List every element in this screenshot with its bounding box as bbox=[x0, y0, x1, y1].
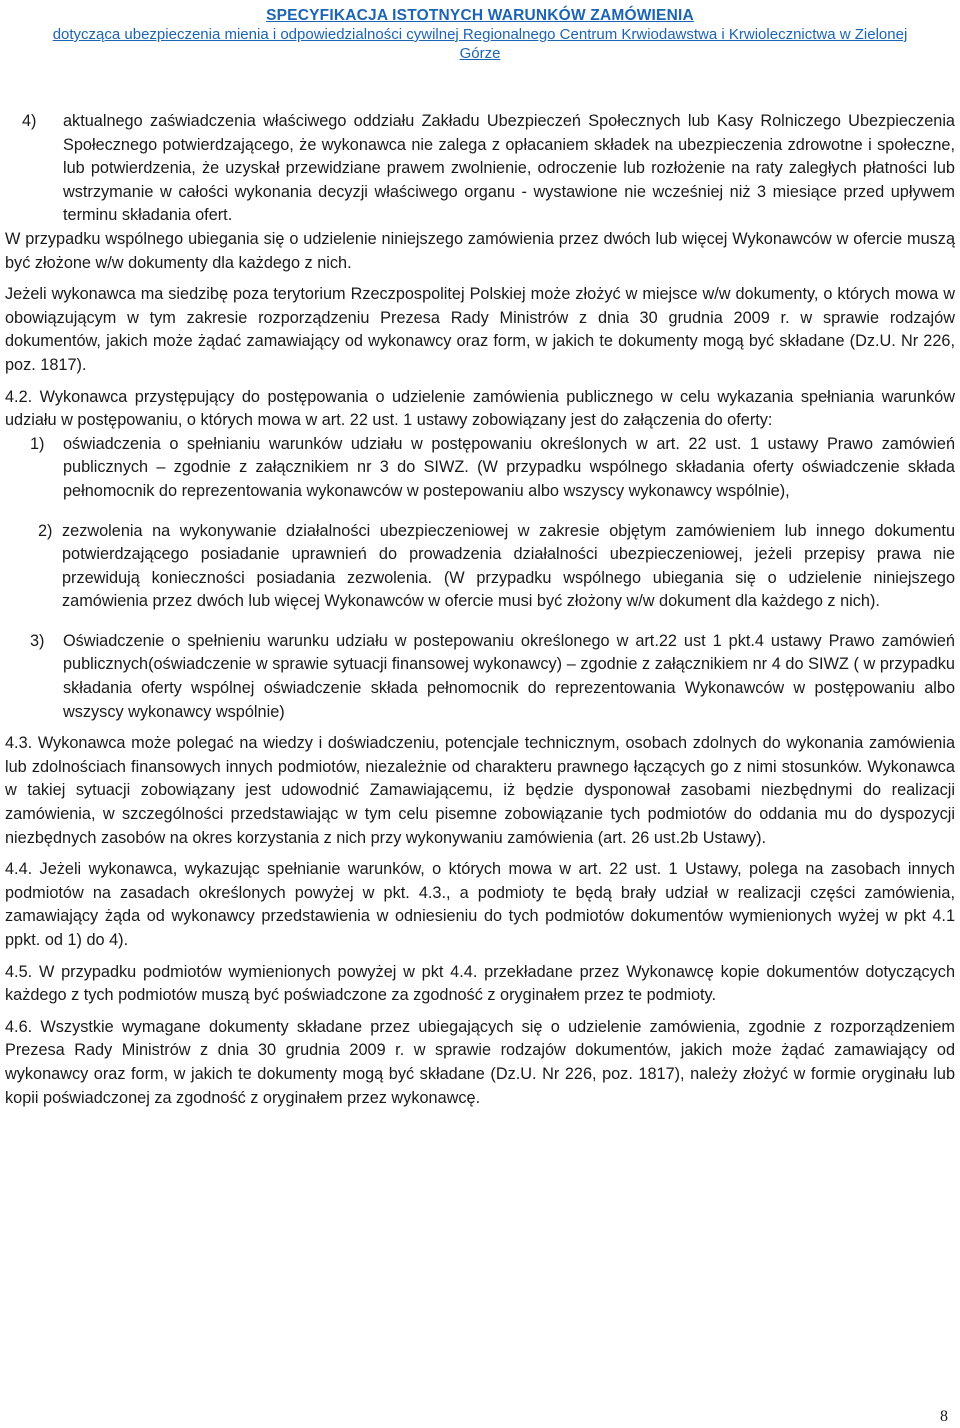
section-4-6: 4.6. Wszystkie wymagane dokumenty składane przez ubiegających się o udzielenie zamówienia, zgodnie z rozporządzeniem Prezesa Rady Ministrów z dnia 30 grudnia 2009 r. w sprawie rodzajów dokumentów, jakich może żądać zamawiający od wykonawcy oraz form, w jakich te dokumenty mogą być składane (Dz.U. Nr 226, poz. 1817), należy złożyć w formie oryginału lub kopii poświadczonej za zgodność z oryginałem przez wykonawcę. bbox=[5, 1017, 955, 1107]
list-item-3 bbox=[5, 630, 955, 724]
list-item-text: oświadczenia o spełnianiu warunków udziału w postępowaniu określonych w art. 22 ust. 1 ustawy Prawo zamówień publicznych – zgodnie z załącznikiem nr 3 do SIWZ. (W przypadku wspólnego składania oferty oświadczenie składa pełnomocnik do reprezentowania wykonawców w postepowaniu albo wszyscy wykonawcy wspólnie), bbox=[63, 434, 955, 500]
section-4-4: 4.4. Jeżeli wykonawca, wykazując spełnianie warunków, o których mowa w art. 22 ust. 1 Ustawy, polega na zasobach innych podmiotów na zasadach określonych powyżej w pkt. 4.3., a podmioty te będą brały udział w realizacji części zamówienia, zamawiający żąda od wykonawcy przedstawienia w odniesieniu do tych podmiotów dokumentów wymienionych wyżej w pkt 4.1 ppkt. od 1) do 4). bbox=[5, 860, 955, 949]
section-4-3: 4.3. Wykonawca może polegać na wiedzy i doświadczeniu, potencjale technicznym, osobach zdolnych do wykonania zamówienia lub zdolnościach finansowych innych podmiotów, niezależnie od charakteru prawnego łączących go z nimi stosunków. Wykonawca w takiej sytuacji zobowiązany jest udowodnić Zamawiającemu, iż będzie dysponował zasobami niezbędnymi do realizacji zamówienia, w szczególności przedstawiając w tym celu pisemne zobowiązanie tych podmiotów do oddania mu do dyspozycji niezbędnych zasobów na okres korzystania z nich przy wykonywaniu zamówienia (art. 26 ust.2b Ustawy). bbox=[5, 734, 955, 847]
page-number: 8 bbox=[940, 1408, 948, 1425]
joint-bidding-note: W przypadku wspólnego ubiegania się o udzielenie niniejszego zamówienia przez dwóch lub więcej Wykonawców w ofercie muszą być złożone w/w dokumenty dla każdego z nich. bbox=[5, 229, 955, 272]
list-item-text: zezwolenia na wykonywanie działalności ubezpieczeniowej w zakresie objętym zamówieniem lub innego dokumentu potwierdzającego posiadanie uprawnień do prowadzenia działalności ubezpieczeniowej, jeżeli przepisy prawa nie przewidują konieczności posiadania zezwolenia. (W przypadku wspólnego ubiegania się o udzielenie niniejszego zamówienia przez dwóch lub więcej Wykonawców w ofercie musi być złożony w/w dokument dla każdego z nich). bbox=[62, 521, 955, 611]
foreign-contractor-note: Jeżeli wykonawca ma siedzibę poza terytorium Rzeczpospolitej Polskiej może złożyć w miejsce w/w dokumenty, o których mowa w obowiązującym w tym zakresie rozporządzeniu Prezesa Rady Ministrów z dnia 30 grudnia 2009 r. w sprawie rodzajów dokumentów, jakich może żądać zamawiający od wykonawcy oraz form, w jakich te dokumenty mogą być składane (Dz.U. Nr 226, poz. 1817). bbox=[5, 285, 955, 374]
list-item-number: 2) bbox=[38, 521, 53, 540]
document-subtitle-line2: Górze bbox=[459, 45, 501, 62]
list-item-2 bbox=[5, 520, 955, 614]
list-item-text: aktualnego zaświadczenia właściwego oddziału Zakładu Ubezpieczeń Społecznych lub Kasy Rolniczego Ubezpieczenia Społecznego potwierdzającego, że wykonawca nie zalega z opłacaniem składek na ubezpieczenia zdrowotne i społeczne, lub potwierdzenia, że uzyskał przewidziane prawem zwolnienie, odroczenie lub rozłożenie na raty zaległych płatności lub wstrzymanie w całości wykonania decyzji właściwego organu - wystawione nie wcześniej niż 3 miesiące przed upływem terminu składania ofert. bbox=[63, 112, 955, 225]
list-item-1 bbox=[5, 433, 955, 504]
document-body bbox=[5, 110, 955, 1110]
list-item-number: 3) bbox=[30, 631, 45, 650]
list-item-4 bbox=[5, 110, 955, 228]
document-subtitle-line1: dotycząca ubezpieczenia mienia i odpowiedzialności cywilnej Regionalnego Centrum Krwiodawstwa i Krwiolecznictwa w Zielonej bbox=[52, 26, 908, 43]
list-item-text: Oświadczenie o spełnieniu warunku udziału w postepowaniu określonego w art.22 ust 1 pkt.4 ustawy Prawo zamówień publicznych(oświadczenie w sprawie sytuacji finansowej wykonawcy) – zgodnie z załącznikiem nr 4 do SIWZ ( w przypadku składania oferty wspólnej oświadczenie składa pełnomocnik do reprezentowania Wykonawców w postępowaniu albo wszyscy wykonawcy wspólnie) bbox=[63, 631, 955, 721]
list-item-number: 4) bbox=[22, 112, 37, 130]
section-4-5: 4.5. W przypadku podmiotów wymienionych powyżej w pkt 4.4. przekładane przez Wykonawcę kopie dokumentów dotyczących każdego z tych podmiotów muszą być poświadczone za zgodność z oryginałem przez te podmioty. bbox=[5, 962, 955, 1005]
section-4-2-intro: 4.2. Wykonawca przystępujący do postępowania o udzielenie zamówienia publicznego w celu wykazania spełniania warunków udziału w postępowaniu, o których mowa w art. 22 ust. 1 ustawy zobowiązany jest do załączenia do oferty: bbox=[5, 387, 955, 430]
document-header bbox=[0, 6, 960, 63]
list-item-number: 1) bbox=[30, 434, 45, 453]
document-title: SPECYFIKACJA ISTOTNYCH WARUNKÓW ZAMÓWIENIA bbox=[266, 7, 694, 24]
